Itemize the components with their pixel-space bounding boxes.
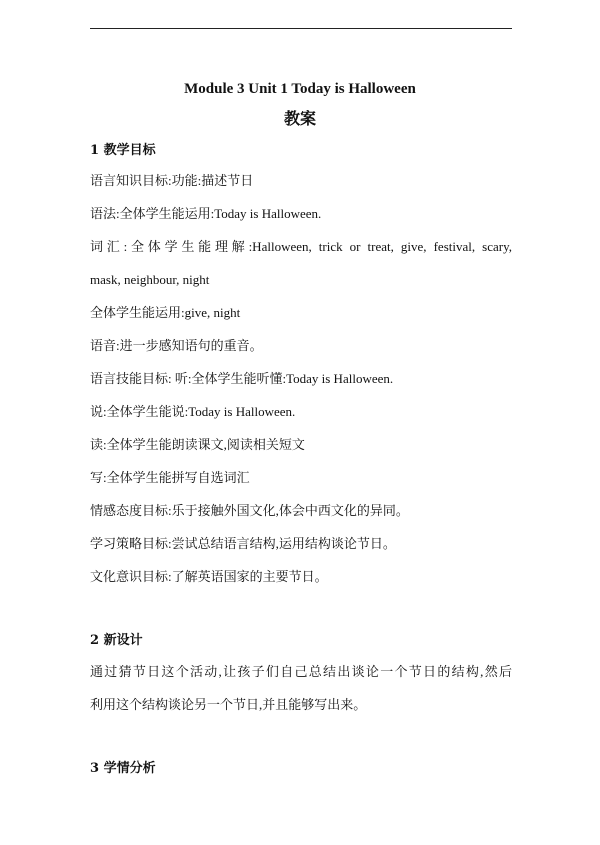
section-learner-analysis [90, 758, 512, 780]
text-line: 语言技能目标: 听:全体学生能听懂:Today is Halloween. [90, 371, 394, 386]
text-line: 词汇:全体学生能理解:Halloween, trick or treat, give, festival, scary, [90, 239, 512, 254]
header-rule [90, 28, 512, 29]
text-line: 说:全体学生能说:Today is Halloween. [90, 404, 296, 419]
text-line: mask, neighbour, night [90, 272, 210, 287]
document-title: Module 3 Unit 1 Today is Halloween [184, 81, 416, 97]
text-line: 文化意识目标:了解英语国家的主要节日。 [90, 569, 328, 584]
text-line: 利用这个结构谈论另一个节日,并且能够写出来。 [90, 697, 367, 712]
section-heading: 2 新设计 [90, 633, 143, 648]
text-line: 写:全体学生能拼写自选词汇 [90, 470, 250, 485]
text-line: 全体学生能运用:give, night [90, 305, 241, 320]
text-line: 通过猜节日这个活动,让孩子们自己总结出谈论一个节日的结构,然后 [90, 664, 512, 679]
section-new-design [90, 630, 512, 716]
text-line: 语音:进一步感知语句的重音。 [90, 338, 263, 353]
text-line: 学习策略目标:尝试总结语言结构,运用结构谈论节日。 [90, 536, 396, 551]
text-line: 语法:全体学生能运用:Today is Halloween. [90, 206, 322, 221]
section-heading: 3 学情分析 [90, 761, 156, 776]
text-line: 读:全体学生能朗读课文,阅读相关短文 [90, 437, 305, 452]
text-line: 情感态度目标:乐于接触外国文化,体会中西文化的异同。 [90, 503, 409, 518]
text-line: 语言知识目标:功能:描述节日 [90, 173, 254, 188]
section-teaching-goals [90, 140, 512, 588]
section-heading: 1 教学目标 [90, 143, 156, 158]
document-body [90, 140, 512, 780]
document-subtitle: 教案 [283, 109, 316, 128]
